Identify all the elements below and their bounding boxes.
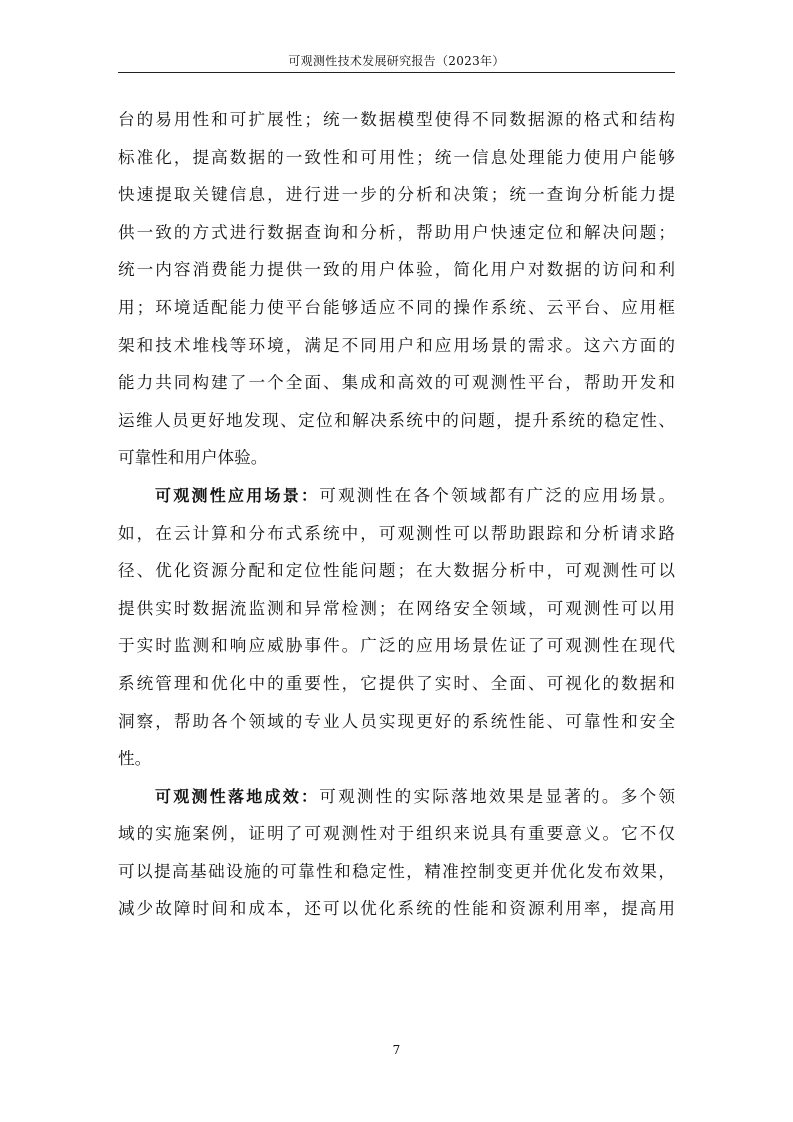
body-line: 用；环境适配能力使平台能够适应不同的操作系统、云平台、应用框: [118, 297, 675, 317]
body-line: 于实时监测和响应威胁事件。广泛的应用场景佐证了可观测性在现代: [118, 636, 675, 656]
section-heading: 可观测性落地成效：: [155, 786, 320, 806]
page-number: 7: [392, 1043, 401, 1057]
paragraph-application-scenarios: [118, 477, 675, 778]
body-line: 统一内容消费能力提供一致的用户体验，简化用户对数据的访问和利: [118, 260, 675, 280]
body-line: 系统管理和优化中的重要性，它提供了实时、全面、可视化的数据和: [118, 673, 675, 693]
body-line: 域的实施案例，证明了可观测性对于组织来说具有重要意义。它不仅: [118, 824, 675, 844]
body-line: 性。: [118, 749, 152, 769]
body-line: 台的易用性和可扩展性；统一数据模型使得不同数据源的格式和结构: [118, 110, 675, 129]
body-text-run: 可观测性的实际落地效果是显著的。多个领: [319, 786, 675, 806]
header-divider: [118, 72, 675, 73]
document-body: [118, 101, 675, 928]
body-line: 如，在云计算和分布式系统中，可观测性可以帮助跟踪和分析请求路: [118, 523, 675, 543]
paragraph-implementation-results: [118, 778, 675, 928]
body-line: 洞察，帮助各个领域的专业人员实现更好的系统性能、可靠性和安全: [118, 711, 675, 731]
body-line: 快速提取关键信息，进行进一步的分析和决策；统一查询分析能力提: [118, 185, 675, 205]
body-line: 架和技术堆栈等环境，满足不同用户和应用场景的需求。这六方面的: [118, 335, 675, 355]
body-line: 能力共同构建了一个全面、集成和高效的可观测性平台，帮助开发和: [118, 373, 675, 393]
paragraph-platform-capabilities: [118, 101, 675, 477]
body-line: 运维人员更好地发现、定位和解决系统中的问题，提升系统的稳定性、: [118, 410, 675, 430]
body-line: 减少故障时间和成本，还可以优化系统的性能和资源利用率，提高用: [118, 899, 675, 919]
body-line: 提供实时数据流监测和异常检测；在网络安全领域，可观测性可以用: [118, 598, 675, 618]
running-header: 可观测性技术发展研究报告（2023年）: [288, 54, 505, 68]
body-line: 供一致的方式进行数据查询和分析，帮助用户快速定位和解决问题；: [118, 222, 675, 242]
body-line: [118, 778, 675, 816]
section-heading: 可观测性应用场景：: [155, 485, 320, 505]
body-text-run: 可观测性在各个领域都有广泛的应用场景。: [319, 485, 675, 505]
body-line: 标准化，提高数据的一致性和可用性；统一信息处理能力使用户能够: [118, 147, 675, 167]
body-line: 可靠性和用户体验。: [118, 448, 268, 468]
body-line: 径、优化资源分配和定位性能问题；在大数据分析中，可观测性可以: [118, 561, 675, 581]
body-line: 可以提高基础设施的可靠性和稳定性，精准控制变更并优化发布效果，: [118, 861, 675, 881]
body-line: [118, 477, 675, 515]
